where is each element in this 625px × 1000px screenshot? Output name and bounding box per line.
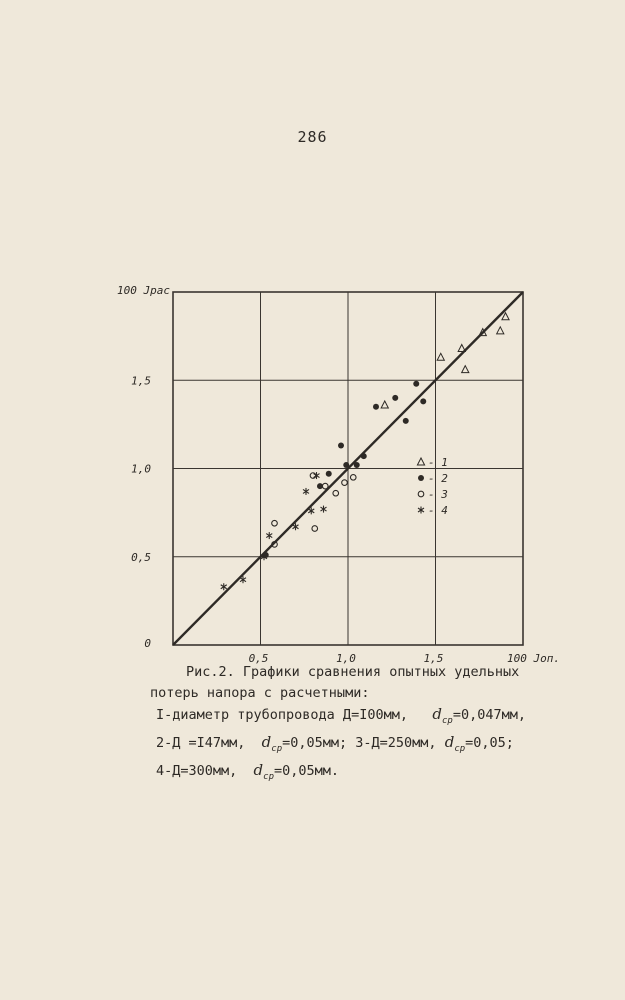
- x-tick-label: 1,0: [336, 652, 356, 665]
- caption-text: 4-Д=300мм,: [156, 763, 238, 779]
- figure-caption: [150, 662, 580, 788]
- data-point-series-2: [413, 381, 419, 387]
- data-point-series-4: [303, 488, 309, 495]
- data-point-series-2: [373, 404, 379, 410]
- data-point-series-4: [266, 532, 272, 539]
- origin-label: 0: [144, 637, 151, 650]
- data-point-series-3: [312, 526, 318, 532]
- data-point-series-2: [403, 418, 409, 424]
- data-point-series-3: [350, 475, 356, 481]
- y-tick-label: 0,5: [131, 550, 151, 564]
- legend-label: - 4: [428, 504, 448, 517]
- data-point-series-2: [343, 462, 349, 468]
- legend: [417, 456, 448, 517]
- caption-text: =0,05мм; 3-Д=250мм,: [282, 735, 437, 751]
- data-point-series-2: [354, 462, 360, 468]
- y-axis-label: 100 Jрас: [117, 284, 170, 297]
- data-point-series-2: [361, 453, 367, 459]
- page-number: 286: [297, 128, 328, 146]
- data-point-series-3: [322, 483, 328, 489]
- d-subscript: ср: [454, 744, 466, 754]
- y-tick-label: 1,5: [131, 374, 151, 388]
- caption-text: =0,047мм,: [452, 707, 526, 723]
- data-point-series-3: [272, 520, 278, 526]
- caption-line-1: Рис.2. Графики сравнения опытных удельных: [186, 664, 520, 680]
- legend-marker-1: [417, 458, 424, 465]
- caption-text: =0,05;: [465, 735, 514, 751]
- d-subscript: ср: [263, 772, 274, 782]
- d-symbol: d: [432, 705, 442, 723]
- caption-line-2: потерь напора с расчетными:: [150, 685, 370, 701]
- caption-text: =0,05мм.: [274, 763, 340, 779]
- data-point-series-1: [497, 327, 504, 334]
- data-point-series-1: [462, 366, 469, 373]
- data-point-series-1: [381, 401, 388, 408]
- caption-text: 2-Д =I47мм,: [156, 735, 246, 751]
- x-tick-label: 1,5: [423, 652, 444, 665]
- data-point-series-2: [392, 395, 398, 401]
- data-point-series-3: [333, 490, 339, 496]
- legend-marker-4: [418, 507, 424, 514]
- caption-line-4: [150, 732, 580, 760]
- caption-line-5: [150, 760, 580, 788]
- d-subscript: ср: [441, 716, 453, 726]
- legend-marker-3: [418, 491, 424, 497]
- legend-marker-2: [418, 475, 424, 481]
- legend-label: - 1: [428, 456, 448, 469]
- legend-label: - 2: [428, 472, 448, 485]
- y-tick-label: 1,0: [131, 462, 151, 476]
- data-point-series-2: [420, 398, 426, 404]
- data-point-series-4: [221, 583, 227, 590]
- data-point-series-1: [437, 353, 444, 360]
- caption-text: I-диаметр трубопровода Д=I00мм,: [156, 707, 408, 723]
- d-symbol: d: [261, 733, 272, 751]
- caption-line-3: [150, 704, 580, 732]
- data-point-series-2: [338, 443, 344, 449]
- data-point-series-4: [321, 506, 327, 513]
- data-point-series-1: [458, 344, 465, 351]
- d-symbol: d: [253, 761, 264, 779]
- x-tick-label: 0,5: [248, 652, 269, 665]
- data-point-series-2: [326, 471, 332, 477]
- d-symbol: d: [444, 733, 455, 751]
- legend-label: - 3: [428, 488, 448, 501]
- data-point-series-3: [310, 473, 316, 479]
- data-point-series-3: [342, 480, 348, 486]
- d-subscript: ср: [271, 744, 283, 754]
- x-axis-label: 100 Jоп.: [507, 652, 560, 665]
